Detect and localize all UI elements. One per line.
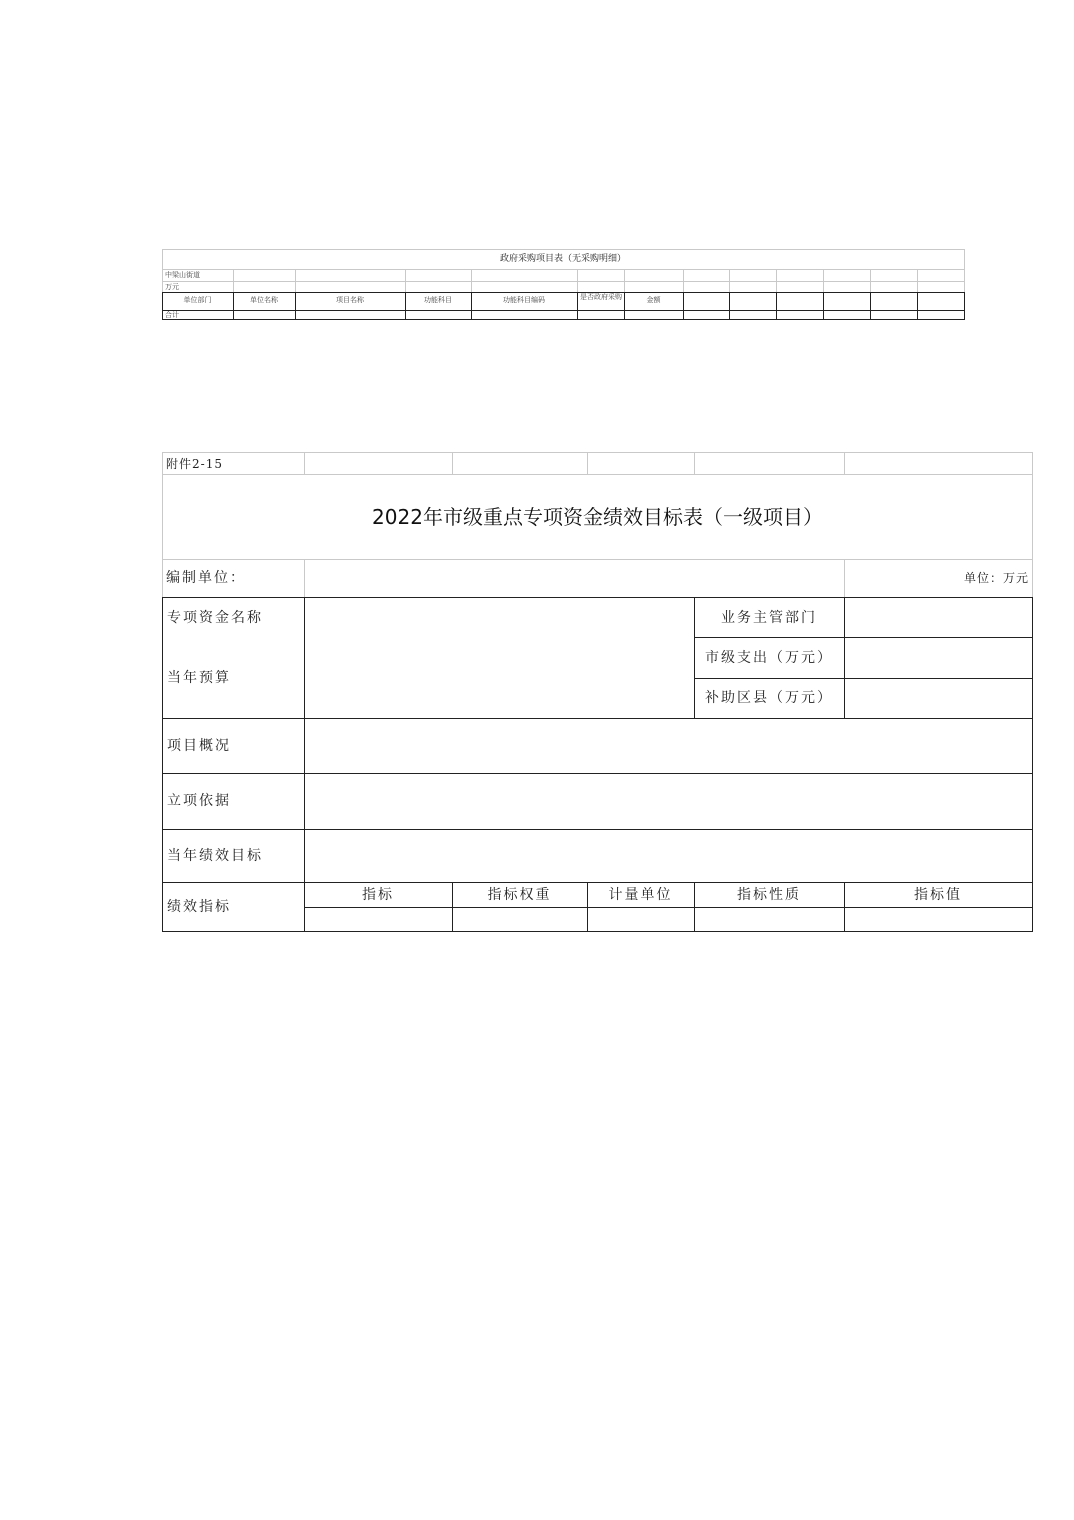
compiled-by-label: 编制单位： — [166, 570, 246, 586]
indicator-header-nature: 指标性质 — [737, 887, 801, 903]
county-subsidy-label: 补助区县（万元） — [705, 690, 833, 706]
procurement-header-unit-name: 单位名称 — [250, 296, 278, 304]
basis-label: 立项依据 — [167, 793, 231, 809]
procurement-header-amount: 金额 — [646, 296, 661, 304]
indicator-header-unit: 计量单位 — [608, 887, 673, 903]
city-expenditure-label: 市级支出（万元） — [705, 650, 833, 666]
indicator-header-weight: 指标权重 — [487, 887, 552, 903]
fund-name-label: 专项资金名称 — [167, 610, 263, 626]
procurement-header-is-gov: 是否政府采购 — [580, 293, 622, 301]
procurement-header-function: 功能科目 — [424, 296, 452, 304]
indicators-label: 绩效指标 — [167, 899, 231, 915]
indicator-header-value: 指标值 — [914, 887, 962, 903]
page-title: 2022年市级重点专项资金绩效目标表（一级项目） — [372, 505, 823, 529]
unit-label: 单位：万元 — [963, 571, 1029, 585]
procurement-header-project-name: 项目名称 — [336, 296, 364, 304]
overview-label: 项目概况 — [167, 738, 231, 754]
budget-label: 当年预算 — [167, 670, 231, 686]
dept-label: 业务主管部门 — [721, 610, 817, 626]
annual-goal-label: 当年绩效目标 — [167, 848, 263, 864]
attachment-number: 附件2-15 — [166, 457, 223, 471]
procurement-unit-name: 中梁山街道 — [165, 271, 200, 279]
indicator-header-name: 指标 — [362, 887, 394, 903]
procurement-header-dept: 单位部门 — [183, 296, 212, 304]
procurement-currency: 万元 — [165, 283, 179, 291]
procurement-total-label: 合计 — [165, 311, 179, 319]
procurement-header-function-code: 功能科目编码 — [503, 296, 545, 304]
procurement-title: 政府采购项目表（无采购明细） — [499, 254, 626, 264]
